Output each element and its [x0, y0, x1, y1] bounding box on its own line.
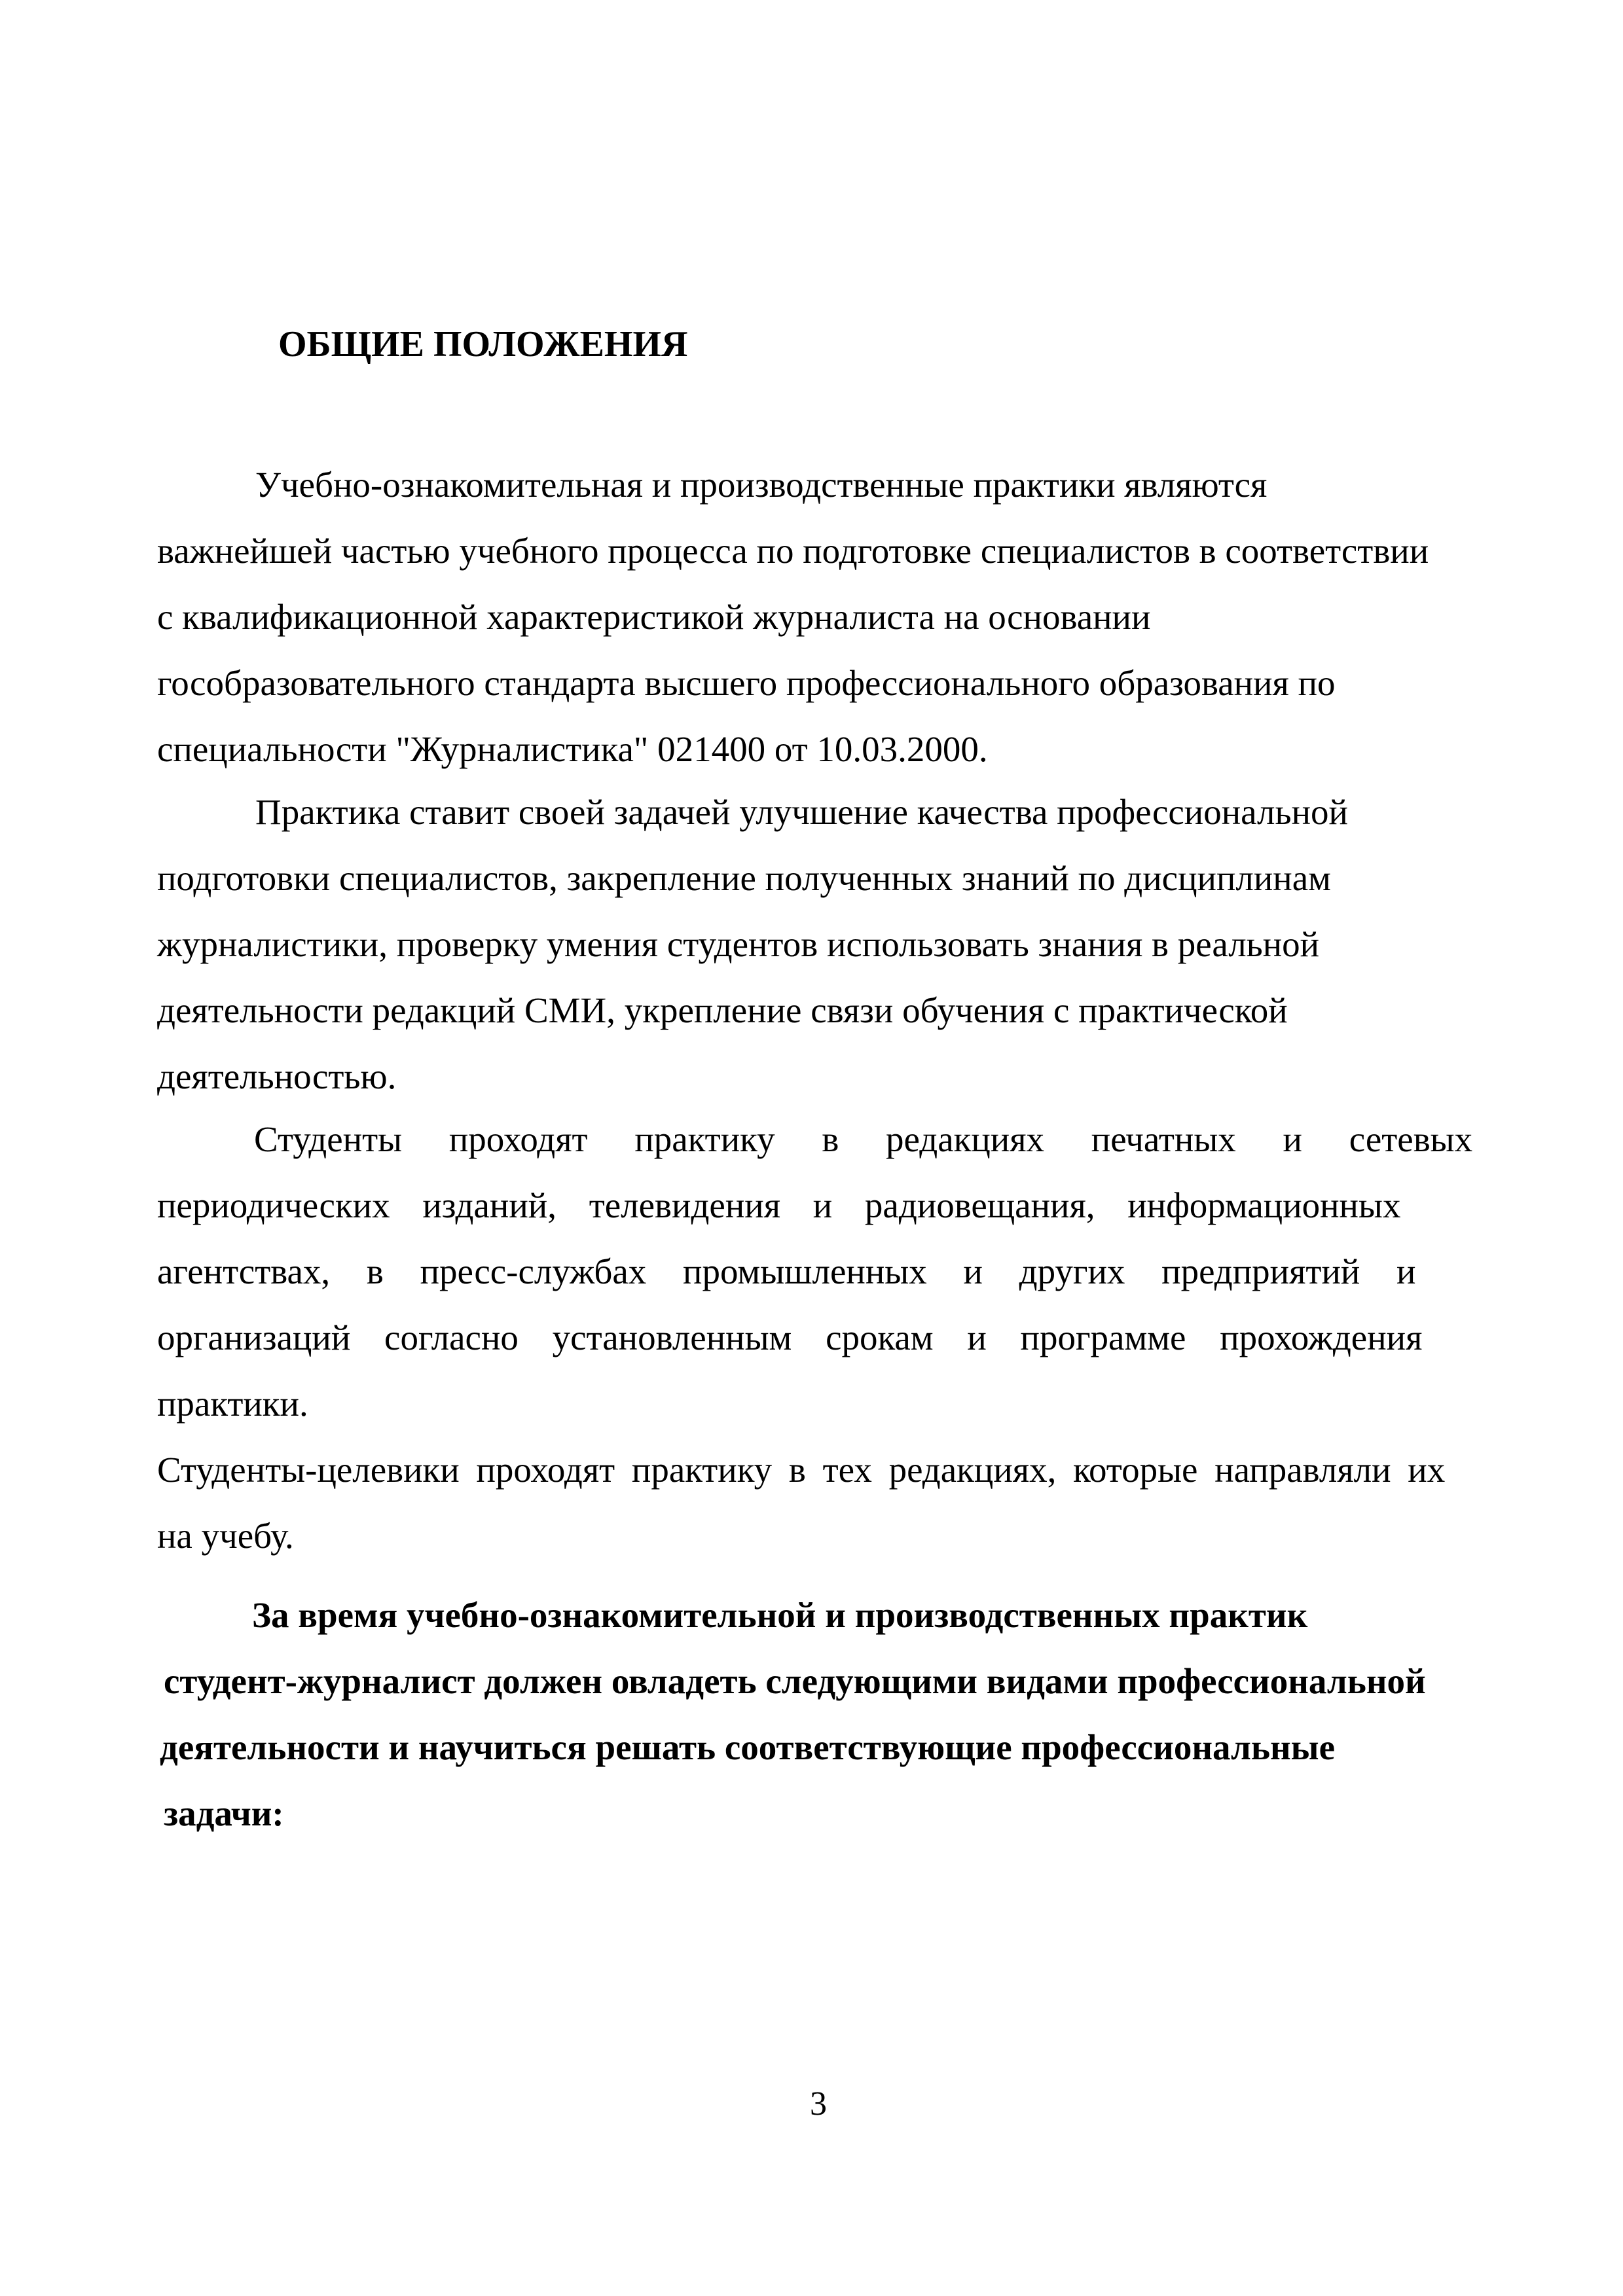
paragraph-general-1 — [157, 452, 1519, 782]
justified-line-text: организаций согласно установленным срокам и программе прохождения — [157, 1318, 1423, 1357]
paragraph-line — [157, 1437, 1522, 1503]
paragraph-general-5 — [157, 1582, 1532, 1846]
paragraph-line — [157, 1371, 1522, 1437]
justified-line-text: практики. — [157, 1384, 308, 1424]
paragraph-line — [157, 1304, 1522, 1371]
paragraph-line — [157, 1106, 1522, 1172]
paragraph-general-2 — [157, 779, 1519, 1109]
paragraph-line: деятельностью. — [157, 1056, 397, 1096]
paragraph-line: на учебу. — [157, 1516, 294, 1556]
paragraph-general-4 — [157, 1437, 1522, 1569]
paragraph-line: За время учебно-ознакомительной и производственных практик — [252, 1595, 1308, 1635]
paragraph-line: важнейшей частью учебного процесса по подготовке специалистов в соответствии — [157, 531, 1429, 571]
paragraph-line: гособразовательного стандарта высшего профессионального образования по — [157, 663, 1336, 703]
paragraph-line: деятельности редакций СМИ, укрепление связи обучения с практической — [157, 990, 1288, 1030]
paragraph-line: специальности "Журналистика" 021400 от 10.03.2000. — [157, 729, 988, 769]
paragraph-line: с квалификационной характеристикой журналиста на основании — [157, 597, 1151, 637]
paragraph-line — [157, 1172, 1522, 1238]
paragraph-general-3 — [157, 1106, 1522, 1437]
paragraph-line: журналистики, проверку умения студентов использовать знания в реальной — [157, 924, 1320, 964]
paragraph-line: Практика ставит своей задачей улучшение качества профессиональной — [255, 792, 1348, 832]
paragraph-line — [157, 1238, 1522, 1304]
paragraph-line: задачи: — [164, 1793, 284, 1833]
section-heading: ОБЩИЕ ПОЛОЖЕНИЯ — [278, 324, 688, 365]
page-number: 3 — [810, 2085, 827, 2123]
paragraph-line: деятельности и научиться решать соответствующие профессиональные — [160, 1727, 1335, 1767]
justified-line-text: периодических изданий, телевидения и радиовещания, информационных — [157, 1185, 1401, 1225]
justified-line-text: Студенты-целевики проходят практику в тех редакциях, которые направляли их — [157, 1450, 1446, 1490]
justified-line-text: агентствах, в пресс-службах промышленных и других предприятий и — [157, 1251, 1416, 1291]
paragraph-line: студент-журналист должен овладеть следующими видами профессиональной — [164, 1661, 1426, 1701]
paragraph-line: Учебно-ознакомительная и производственные практики являются — [255, 465, 1267, 505]
justified-line-text: Студенты проходят практику в редакциях печатных и сетевых — [254, 1119, 1473, 1159]
paragraph-line: подготовки специалистов, закрепление полученных знаний по дисциплинам — [157, 858, 1331, 898]
